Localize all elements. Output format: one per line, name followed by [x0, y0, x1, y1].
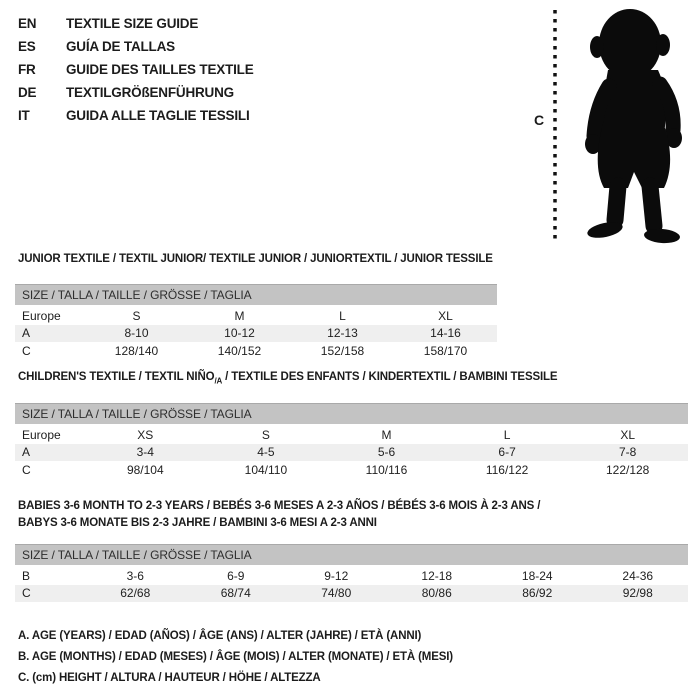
- size-cell: 86/92: [522, 586, 553, 601]
- size-header-bar: SIZE / TALLA / TAILLE / GRÖSSE / TAGLIA: [15, 403, 688, 424]
- babies-title-line1: BABIES 3-6 MONTH TO 2-3 YEARS / BEBÉS 3-6 MESES A 2-3 AÑOS / BÉBÉS 3-6 MOIS À 2-3 ANS /: [18, 500, 541, 512]
- size-cell: 8-10: [124, 326, 149, 341]
- babies-size-table: [15, 544, 688, 602]
- legend-notes: [18, 626, 453, 689]
- lang-code: FR: [18, 62, 36, 77]
- lang-label: GUIDE DES TAILLES TEXTILE: [66, 62, 254, 77]
- children-title-sub: /A: [214, 376, 223, 386]
- row-label: Europe: [22, 308, 61, 323]
- children-size-table: [15, 403, 688, 479]
- size-cell: 6-9: [227, 568, 245, 583]
- lang-row-es: [18, 35, 254, 58]
- lang-row-fr: [18, 58, 254, 81]
- junior-table-title: JUNIOR TEXTILE / TEXTIL JUNIOR/ TEXTILE JUNIOR / JUNIORTEXTIL / JUNIOR TESSILE: [18, 253, 493, 265]
- row-label: A: [22, 445, 31, 460]
- size-cell: 158/170: [423, 343, 468, 358]
- size-cell: 98/104: [126, 462, 164, 477]
- babies-table-title: [18, 498, 540, 532]
- size-cell: 128/140: [114, 343, 159, 358]
- children-title-pre: CHILDREN'S TEXTILE / TEXTIL NIÑO: [18, 371, 215, 383]
- lang-code: ES: [18, 39, 36, 54]
- size-cell: 74/80: [321, 586, 352, 601]
- size-header-bar: SIZE / TALLA / TAILLE / GRÖSSE / TAGLIA: [15, 544, 688, 565]
- lang-row-en: [18, 12, 254, 35]
- size-cell: 4-5: [257, 445, 275, 460]
- table-row-c: [15, 342, 497, 360]
- children-table-title: [18, 371, 557, 385]
- row-label: C: [22, 343, 31, 358]
- size-cell: 104/110: [244, 462, 288, 477]
- size-cell: L: [339, 308, 346, 323]
- size-cell: M: [381, 427, 392, 442]
- table-row-a: [15, 325, 497, 343]
- size-cell: 3-4: [136, 445, 154, 460]
- size-cell: 12-18: [421, 568, 453, 583]
- measurement-figure: [528, 2, 700, 248]
- lang-code: DE: [18, 85, 37, 100]
- lang-label: GUÍA DE TALLAS: [66, 39, 175, 54]
- table-row-c: [15, 585, 688, 603]
- row-label: C: [22, 586, 31, 601]
- table-row-c: [15, 461, 688, 479]
- size-cell: 62/68: [120, 586, 151, 601]
- children-title-post: / TEXTILE DES ENFANTS / KINDERTEXTIL / BAMBINI TESSILE: [222, 371, 558, 383]
- row-label: A: [22, 326, 31, 341]
- size-cell: 3-6: [126, 568, 144, 583]
- size-cell: 10-12: [224, 326, 255, 341]
- size-cell: 116/122: [485, 462, 529, 477]
- size-cell: 12-13: [327, 326, 358, 341]
- height-marker-label: C: [533, 112, 545, 128]
- size-cell: M: [234, 308, 245, 323]
- size-cell: 18-24: [521, 568, 553, 583]
- table-row-a: [15, 444, 688, 462]
- lang-code: EN: [18, 16, 37, 31]
- note-age-years: A. AGE (YEARS) / EDAD (AÑOS) / ÂGE (ANS) / ALTER (JAHRE) / ETÀ (ANNI): [18, 630, 422, 642]
- table-row-europe: [15, 426, 688, 444]
- size-cell: 9-12: [324, 568, 349, 583]
- size-cell: 110/116: [365, 462, 408, 477]
- size-cell: 80/86: [421, 586, 452, 601]
- row-label: B: [22, 568, 31, 583]
- lang-label: GUIDA ALLE TAGLIE TESSILI: [66, 108, 250, 123]
- size-cell: 7-8: [619, 445, 637, 460]
- size-cell: 14-16: [430, 326, 461, 341]
- lang-row-it: [18, 104, 254, 127]
- babies-title-line2: BABYS 3-6 MONATE BIS 2-3 JAHRE / BAMBINI 3-6 MESI A 2-3 ANNI: [18, 517, 377, 529]
- size-cell: 24-36: [622, 568, 654, 583]
- table-row-b: [15, 567, 688, 585]
- size-cell: 140/152: [217, 343, 262, 358]
- size-cell: 122/128: [605, 462, 650, 477]
- language-list: [18, 12, 254, 127]
- lang-code: IT: [18, 108, 30, 123]
- size-cell: S: [261, 427, 270, 442]
- toddler-silhouette: [528, 2, 700, 248]
- size-cell: 6-7: [498, 445, 516, 460]
- lang-label: TEXTILGRÖßENFÜHRUNG: [66, 85, 234, 100]
- size-cell: 68/74: [220, 586, 251, 601]
- lang-label: TEXTILE SIZE GUIDE: [66, 16, 199, 31]
- note-height: C. (cm) HEIGHT / ALTURA / HAUTEUR / HÖHE / ALTEZZA: [18, 672, 321, 684]
- size-cell: L: [503, 427, 511, 442]
- junior-size-table: [15, 284, 497, 360]
- note-age-months: B. AGE (MONTHS) / EDAD (MESES) / ÂGE (MOIS) / ALTER (MONATE) / ETÀ (MESI): [18, 651, 453, 663]
- row-label: C: [22, 462, 31, 477]
- size-cell: XL: [620, 427, 636, 442]
- size-cell: XS: [137, 427, 154, 442]
- size-cell: 92/98: [622, 586, 653, 601]
- size-cell: S: [132, 308, 141, 323]
- lang-row-de: [18, 81, 254, 104]
- size-header-bar: SIZE / TALLA / TAILLE / GRÖSSE / TAGLIA: [15, 284, 497, 305]
- table-row-europe: [15, 307, 497, 325]
- size-cell: XL: [438, 308, 453, 323]
- row-label: Europe: [22, 427, 61, 442]
- size-cell: 5-6: [377, 445, 396, 460]
- size-cell: 152/158: [320, 343, 365, 358]
